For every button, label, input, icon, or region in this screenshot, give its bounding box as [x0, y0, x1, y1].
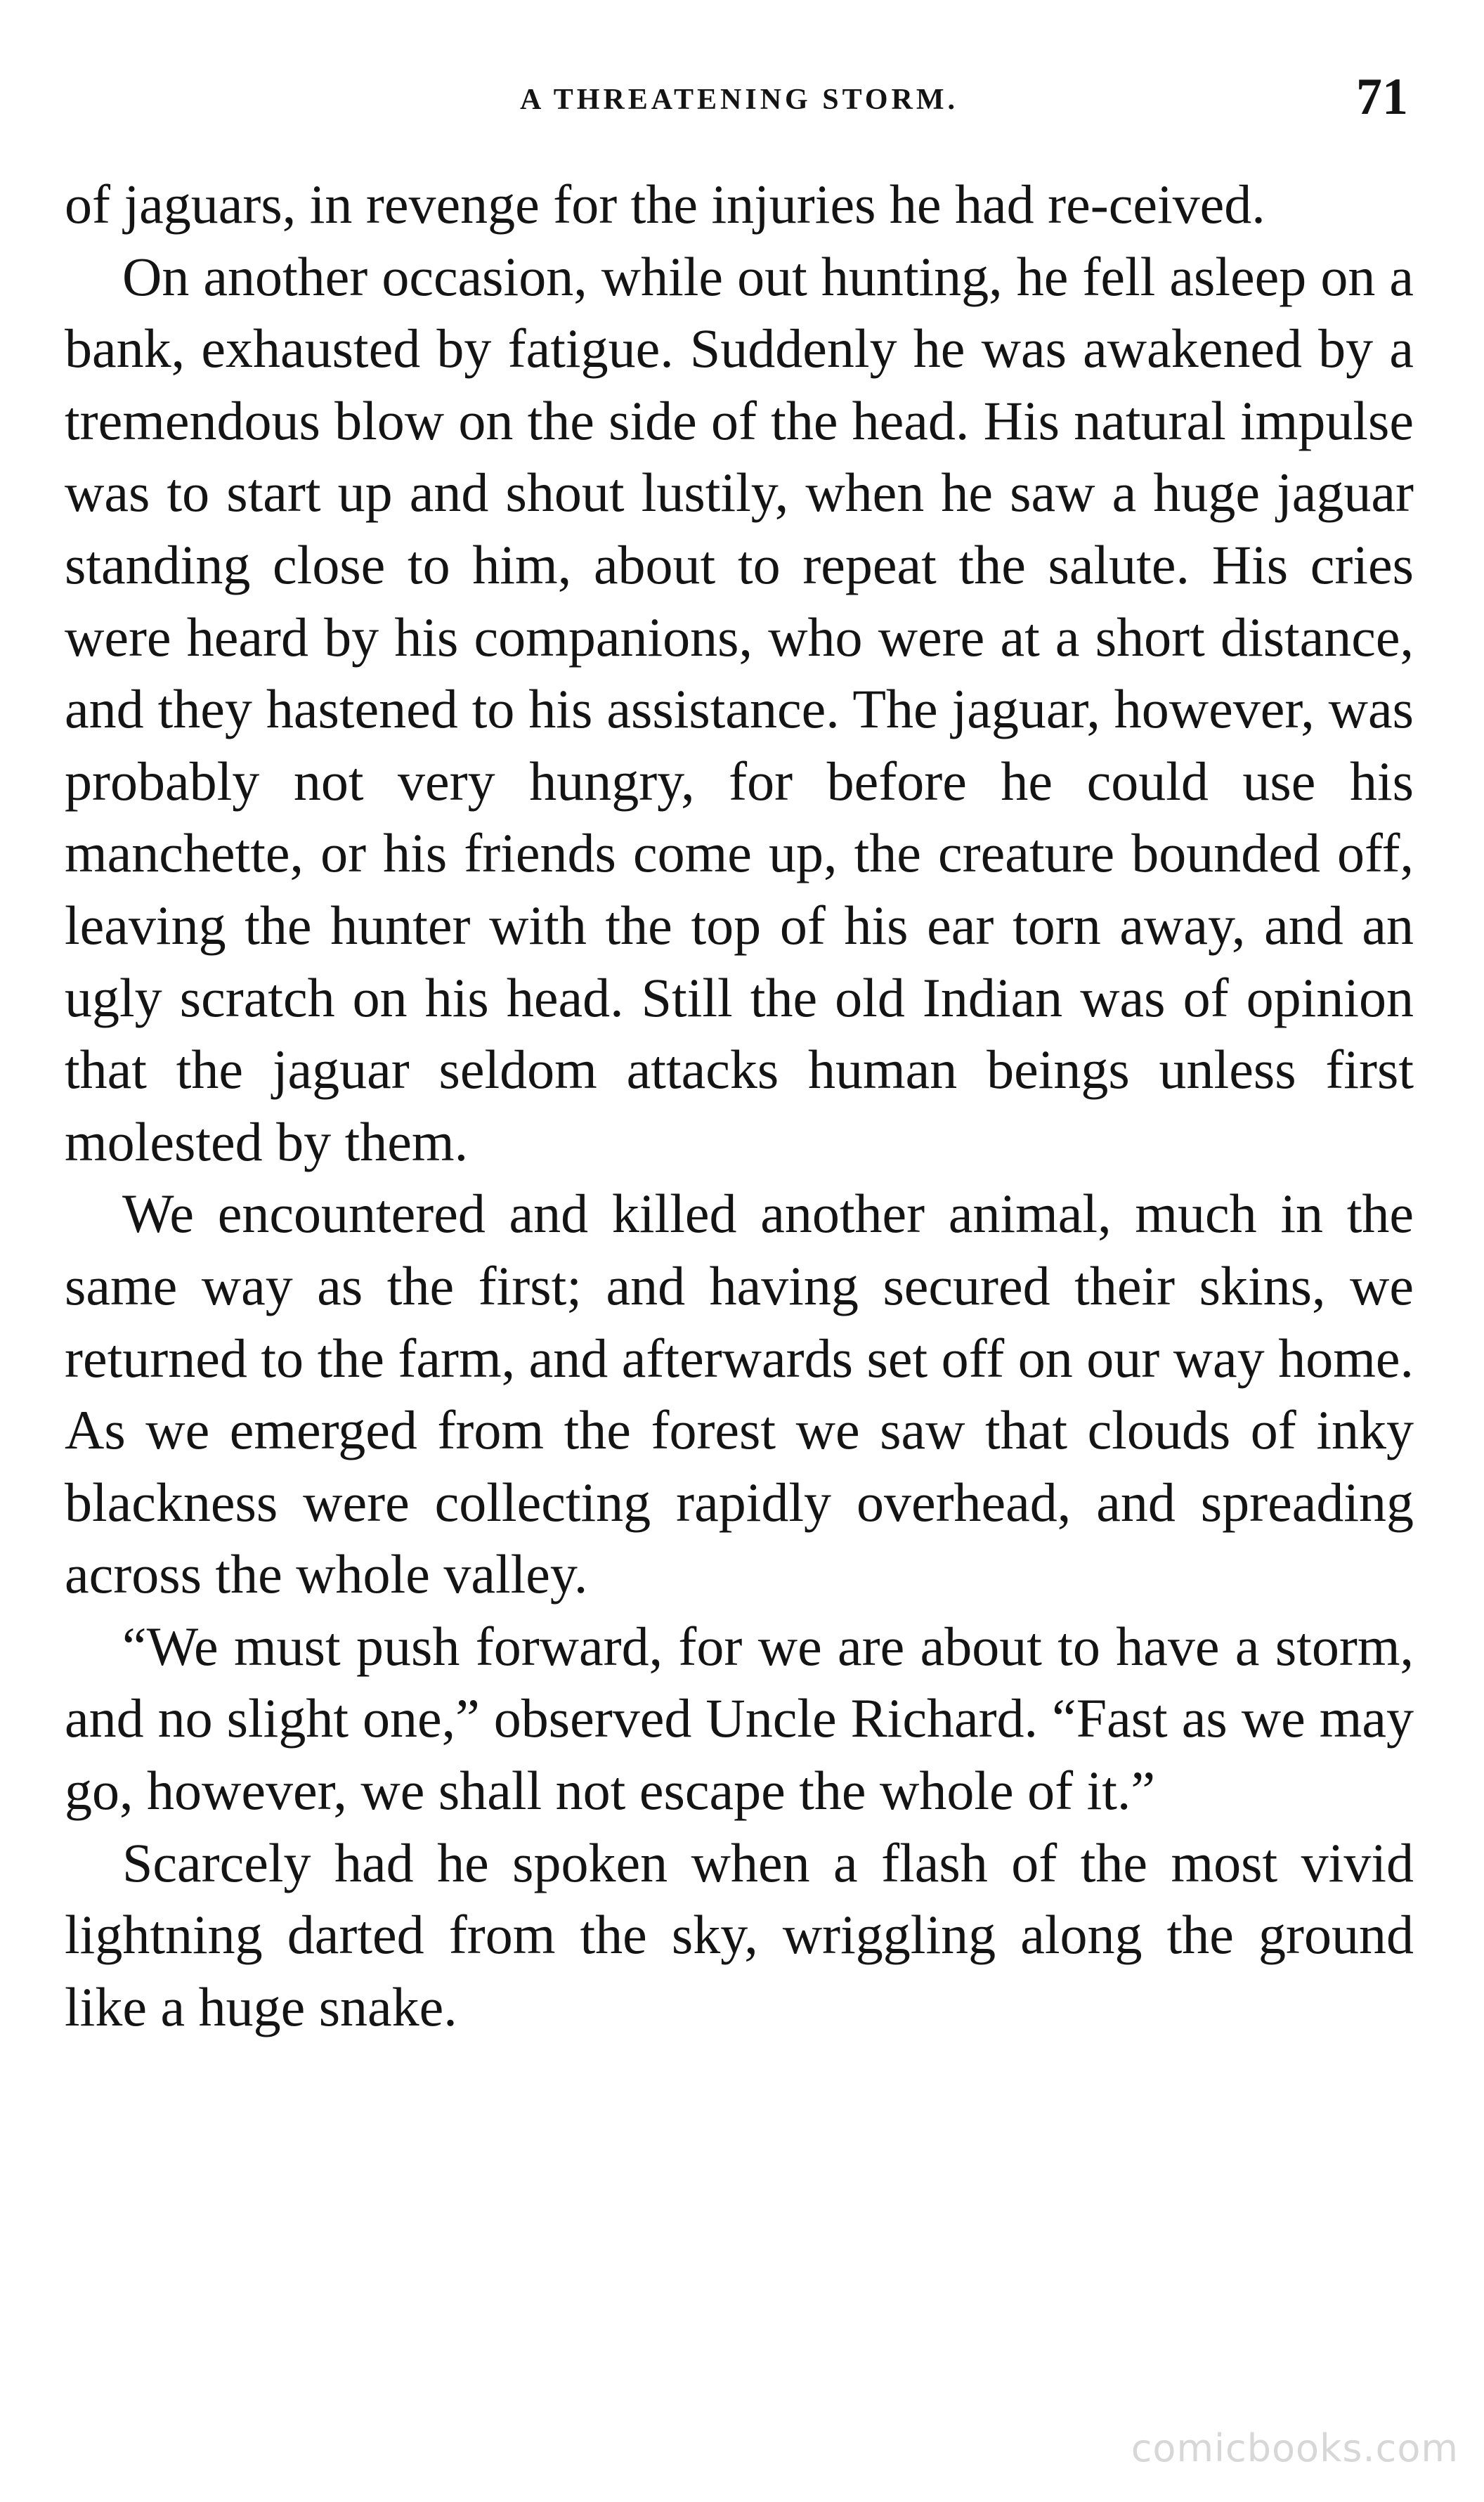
paragraph-lightning: Scarcely had he spoken when a flash of the most vivid lightning darted from the sky, wriggling along the ground like a huge snake. [65, 1832, 1414, 2037]
body-text [65, 169, 1414, 2043]
paragraph-continuation: of jaguars, in revenge for the injuries he had re-ceived. [65, 174, 1265, 235]
paragraph-hunting-story: On another occasion, while out hunting, he fell asleep on a bank, exhausted by fatigue. Suddenly he was awakened by a tremendous blow on the side of the head. His natural impulse was to start up and shout lustily, when he saw a huge jaguar standing close to him, about to repeat the salute. His cries were heard by his companions, who were at a short distance, and they hastened to his assistance. The jaguar, however, was probably not very hungry, for before he could use his manchette, or his friends come up, the creature bounded off, leaving the hunter with the top of his ear torn away, and an ugly scratch on his head. Still the old Indian was of opinion that the jaguar seldom attacks human beings unless first molested by them. [65, 245, 1414, 1172]
running-title: A THREATENING STORM. [520, 84, 958, 116]
page-number: 71 [1356, 68, 1408, 126]
paragraph-uncle-richard: “We must push forward, for we are about to have a storm, and no slight one,” observed Uncle Richard. “Fast as we may go, however, we shall not escape the whole of it.” [65, 1615, 1414, 1822]
watermark: comicbooks.com [1131, 2426, 1459, 2470]
paragraph-return-home: We encountered and killed another animal, much in the same way as the first; and having secured their skins, we returned to the farm, and afterwards set off on our way home. As we emerged from the forest we saw that clouds of inky blackness were collecting rapidly overhead, and spreading across the whole valley. [65, 1183, 1414, 1605]
running-head [65, 67, 1414, 131]
